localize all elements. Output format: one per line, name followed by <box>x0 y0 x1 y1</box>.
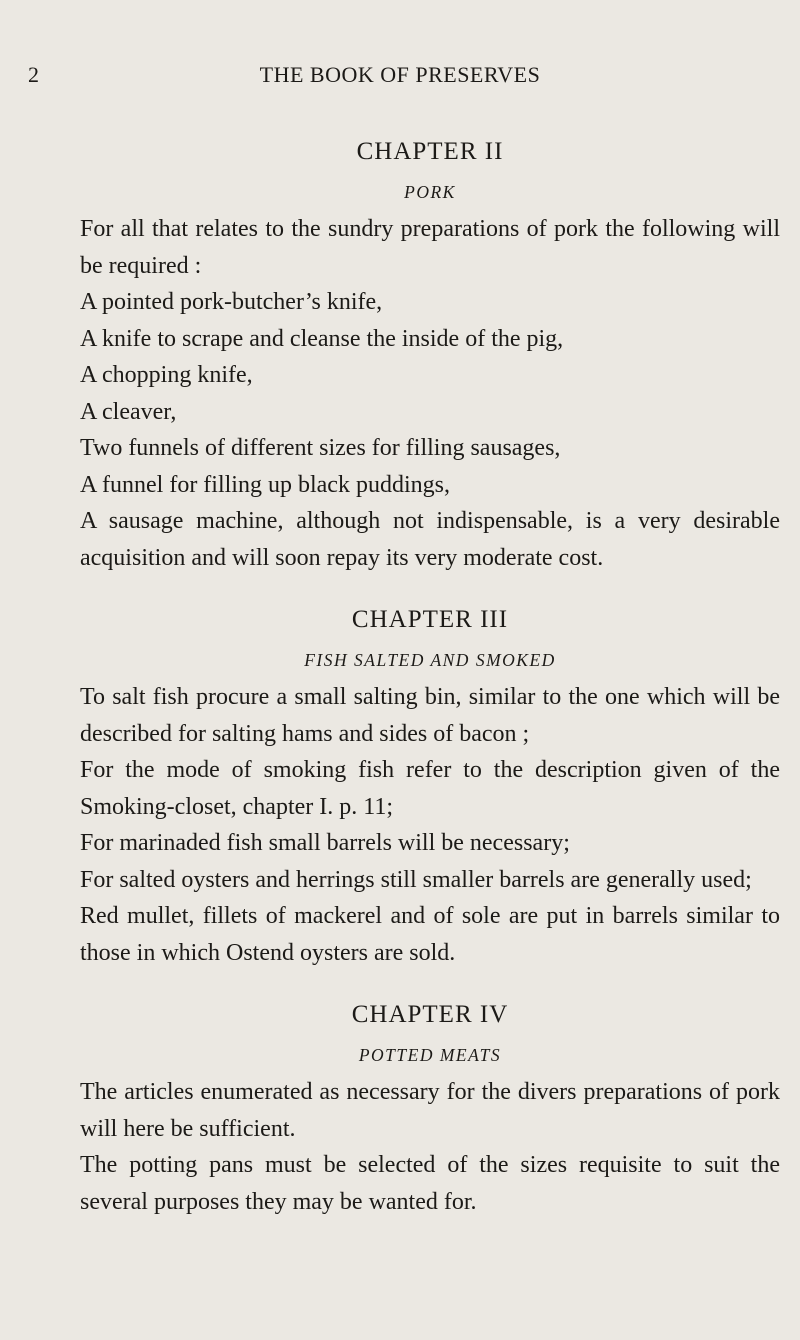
list-item: A funnel for filling up black puddings, <box>80 471 450 498</box>
paragraph: For all that relates to the sundry preparations of pork the following will be required : <box>80 216 780 279</box>
chapter-heading: CHAPTER III <box>351 606 509 633</box>
paragraph: To salt fish procure a small salting bin, similar to the one which will be described for salting hams and sides of bacon ; <box>80 684 780 747</box>
chapter-section <box>80 603 780 971</box>
page-number: 2 <box>28 62 39 87</box>
paragraph: For salted oysters and herrings still smaller barrels are generally used; <box>80 866 752 893</box>
paragraph: For the mode of smoking fish refer to the description given of the Smoking-closet, chapter I. p. 11; <box>80 757 780 820</box>
chapter-section <box>80 998 780 1220</box>
chapter-section <box>80 135 780 576</box>
chapter-heading: CHAPTER IV <box>351 1001 509 1028</box>
paragraph: The potting pans must be selected of the sizes requisite to suit the several purposes they may be wanted for. <box>80 1152 780 1215</box>
paragraph: A sausage machine, although not indispensable, is a very desirable acquisition and will soon repay its very moderate cost. <box>80 508 780 571</box>
paragraph: The articles enumerated as necessary for the divers preparations of pork will here be sufficient. <box>80 1079 780 1142</box>
paragraph: For marinaded fish small barrels will be necessary; <box>80 830 570 856</box>
chapter-subtitle: FISH SALTED AND SMOKED <box>304 650 556 670</box>
list-item: A knife to scrape and cleanse the inside of the pig, <box>80 325 564 352</box>
running-head <box>0 62 800 92</box>
page-body <box>80 135 780 1220</box>
list-item: A cleaver, <box>80 398 177 425</box>
list-item: A pointed pork-butcher’s knife, <box>80 289 383 315</box>
list-item: A chopping knife, <box>80 362 253 388</box>
chapter-subtitle: PORK <box>404 182 456 202</box>
list-item: Two funnels of different sizes for filling sausages, <box>80 435 561 461</box>
chapter-subtitle: POTTED MEATS <box>358 1045 502 1065</box>
chapter-heading: CHAPTER II <box>356 138 504 165</box>
paragraph: Red mullet, fillets of mackerel and of sole are put in barrels similar to those in which Ostend oysters are sold. <box>80 903 780 966</box>
running-title: THE BOOK OF PRESERVES <box>259 62 541 87</box>
